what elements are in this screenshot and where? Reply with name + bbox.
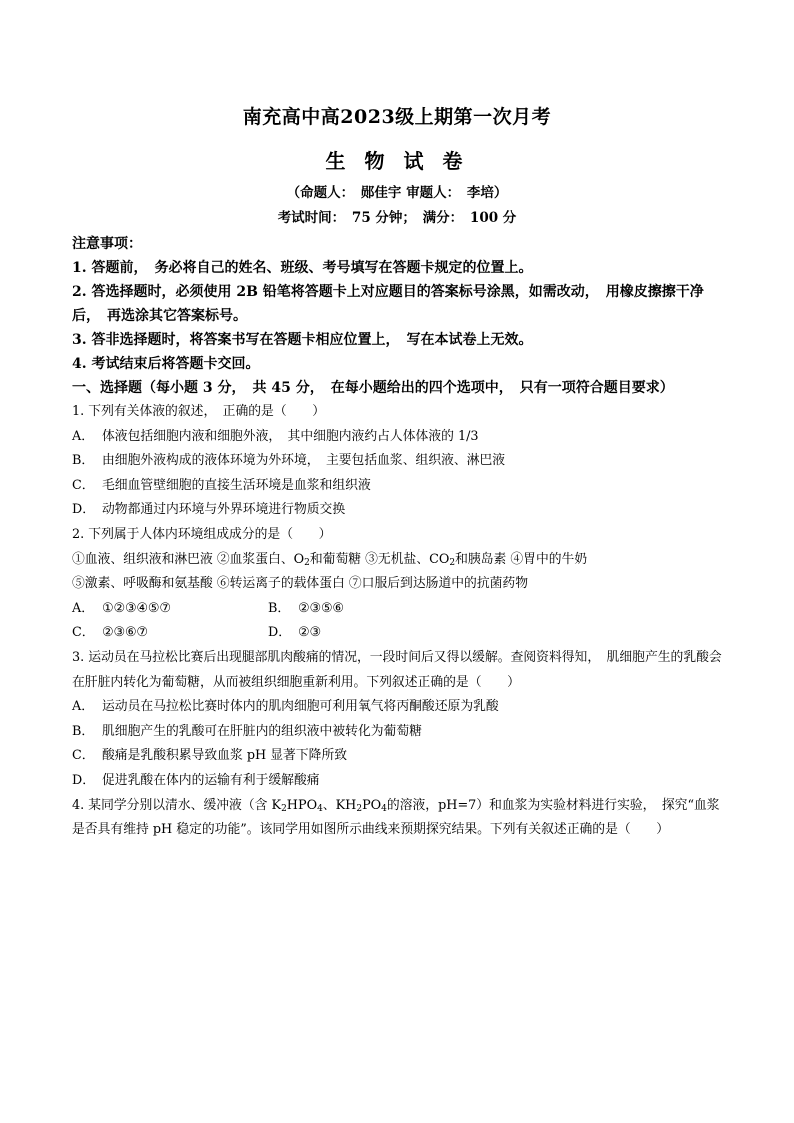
- option-text: 促进乳酸在体内的运输有利于缓解酸痛: [102, 772, 320, 788]
- stem-text: 的溶液，pH=7）和血浆为实验材料进行实验， 探究“血浆是否具有维持 pH 稳定的功能”。该同学用如图所示曲线来预期探究结果。下列有关叙述正确的是（ ）: [72, 797, 720, 838]
- subscript: 4: [381, 803, 387, 814]
- subject-title: 生 物 试 卷: [325, 149, 469, 173]
- option-text: 运动员在马拉松比赛时体内的肌肉细胞可利用氧气将丙酮酸还原为乳酸: [102, 699, 499, 715]
- option-text: ①②③④⑤⑦: [102, 600, 171, 616]
- question-2-items-line-1: [72, 548, 724, 573]
- notice-item: 4. 考试结束后将答题卡交回。: [72, 356, 260, 372]
- option-text: 肌细胞产生的乳酸可在肝脏内的组织液中被转化为葡萄糖: [102, 723, 422, 739]
- option-letter: A．: [72, 428, 95, 444]
- items-text: 和胰岛素 ④胃中的牛奶: [455, 551, 588, 567]
- option-letter: C．: [72, 477, 95, 493]
- question-3-option-b: [72, 720, 724, 745]
- question-3-option-a: [72, 695, 724, 720]
- option-letter: D．: [268, 625, 292, 641]
- option-text: 动物都通过内环境与外界环境进行物质交换: [102, 502, 346, 518]
- option-letter: D．: [72, 502, 96, 518]
- question-2-option-d: [268, 621, 464, 646]
- question-2-option-a: [72, 597, 268, 622]
- stem-text: PO: [362, 797, 382, 813]
- notice-item: 1. 答题前， 务必将自己的姓名、班级、考号填写在答题卡规定的位置上。: [72, 260, 533, 276]
- authors-line: （命题人： 郧佳宇 审题人： 李培）: [286, 185, 508, 201]
- exam-title: 南充高中高2023级上期第一次月考: [242, 106, 552, 128]
- section-heading: 一、选择题（每小题 3 分， 共 45 分， 在每小题给出的四个选项中， 只有一项符合题目要求）: [72, 380, 674, 396]
- option-text: 由细胞外液构成的液体环境为外环境， 主要包括血浆、组织液、淋巴液: [102, 453, 506, 469]
- option-letter: C．: [72, 625, 95, 641]
- option-text: 毛细血管壁细胞的直接生活环境是血浆和组织液: [102, 477, 371, 493]
- time-score-line: 考试时间： 75 分钟； 满分： 100 分: [277, 210, 517, 226]
- stem-text: HPO: [286, 797, 318, 813]
- question-2-option-c: [72, 621, 268, 646]
- option-letter: C．: [72, 748, 95, 764]
- question-2-option-b: [268, 597, 464, 622]
- option-text: ②③⑤⑥: [298, 600, 344, 616]
- question-2-items-line-2: ⑤激素、呼吸酶和氨基酸 ⑥转运离子的载体蛋白 ⑦口服后到达肠道中的抗菌药物: [72, 576, 529, 592]
- question-3-option-c: [72, 744, 724, 769]
- items-text: ①血液、组织液和淋巴液 ②血浆蛋白、O: [72, 551, 305, 567]
- stem-text: 、KH: [322, 797, 357, 813]
- subscript: 2: [304, 557, 310, 568]
- option-text: 酸痛是乳酸积累导致血浆 pH 显著下降所致: [102, 748, 348, 764]
- items-text: 和葡萄糖 ③无机盐、CO: [309, 551, 450, 567]
- option-letter: A．: [72, 600, 95, 616]
- question-4-stem: [72, 794, 724, 843]
- option-letter: B．: [72, 453, 95, 469]
- notice-heading: 注意事项：: [72, 236, 142, 252]
- question-3-option-d: [72, 769, 724, 794]
- subscript: 2: [449, 557, 456, 568]
- option-text: 体液包括细胞内液和细胞外液， 其中细胞内液约占人体体液的 1/3: [102, 428, 479, 444]
- subscript: 2: [281, 803, 287, 814]
- question-1-option-d: [72, 498, 724, 523]
- subscript: 2: [356, 803, 363, 814]
- question-2-options-row: [72, 597, 724, 622]
- notice-item: 3. 答非选择题时，将答案书写在答题卡相应位置上， 写在本试卷上无效。: [72, 332, 533, 348]
- notice-item: 2. 答选择题时，必须使用 2B 铅笔将答题卡上对应题目的答案标号涂黑，如需改动， 用橡皮擦擦干净后， 再选涂其它答案标号。: [72, 284, 704, 324]
- question-1-option-b: [72, 449, 724, 474]
- stem-text: 4. 某同学分别以清水、缓冲液（含 K: [72, 797, 282, 813]
- option-letter: D．: [72, 772, 96, 788]
- subscript: 4: [317, 803, 323, 814]
- option-text: ②③: [298, 625, 321, 641]
- question-1-option-c: [72, 474, 724, 499]
- question-1-stem: 1. 下列有关体液的叙述， 正确的是（ ）: [72, 404, 326, 419]
- option-letter: B．: [72, 723, 95, 739]
- question-2-stem: 2. 下列属于人体内环境组成成分的是（ ）: [72, 526, 332, 542]
- question-2-options-row: [72, 621, 724, 646]
- exam-content: [72, 232, 724, 843]
- option-text: ②③⑥⑦: [102, 625, 148, 641]
- question-1-option-a: [72, 425, 724, 450]
- option-letter: A．: [72, 699, 95, 715]
- option-letter: B．: [268, 600, 291, 616]
- question-3-stem: 3. 运动员在马拉松比赛后出现腿部肌肉酸痛的情况，一段时间后又得以缓解。查阅资料得知， 肌细胞产生的乳酸会在肝脏内转化为葡萄糖，从而被组织细胞重新利用。下列叙述正确的是（ ）: [72, 649, 722, 690]
